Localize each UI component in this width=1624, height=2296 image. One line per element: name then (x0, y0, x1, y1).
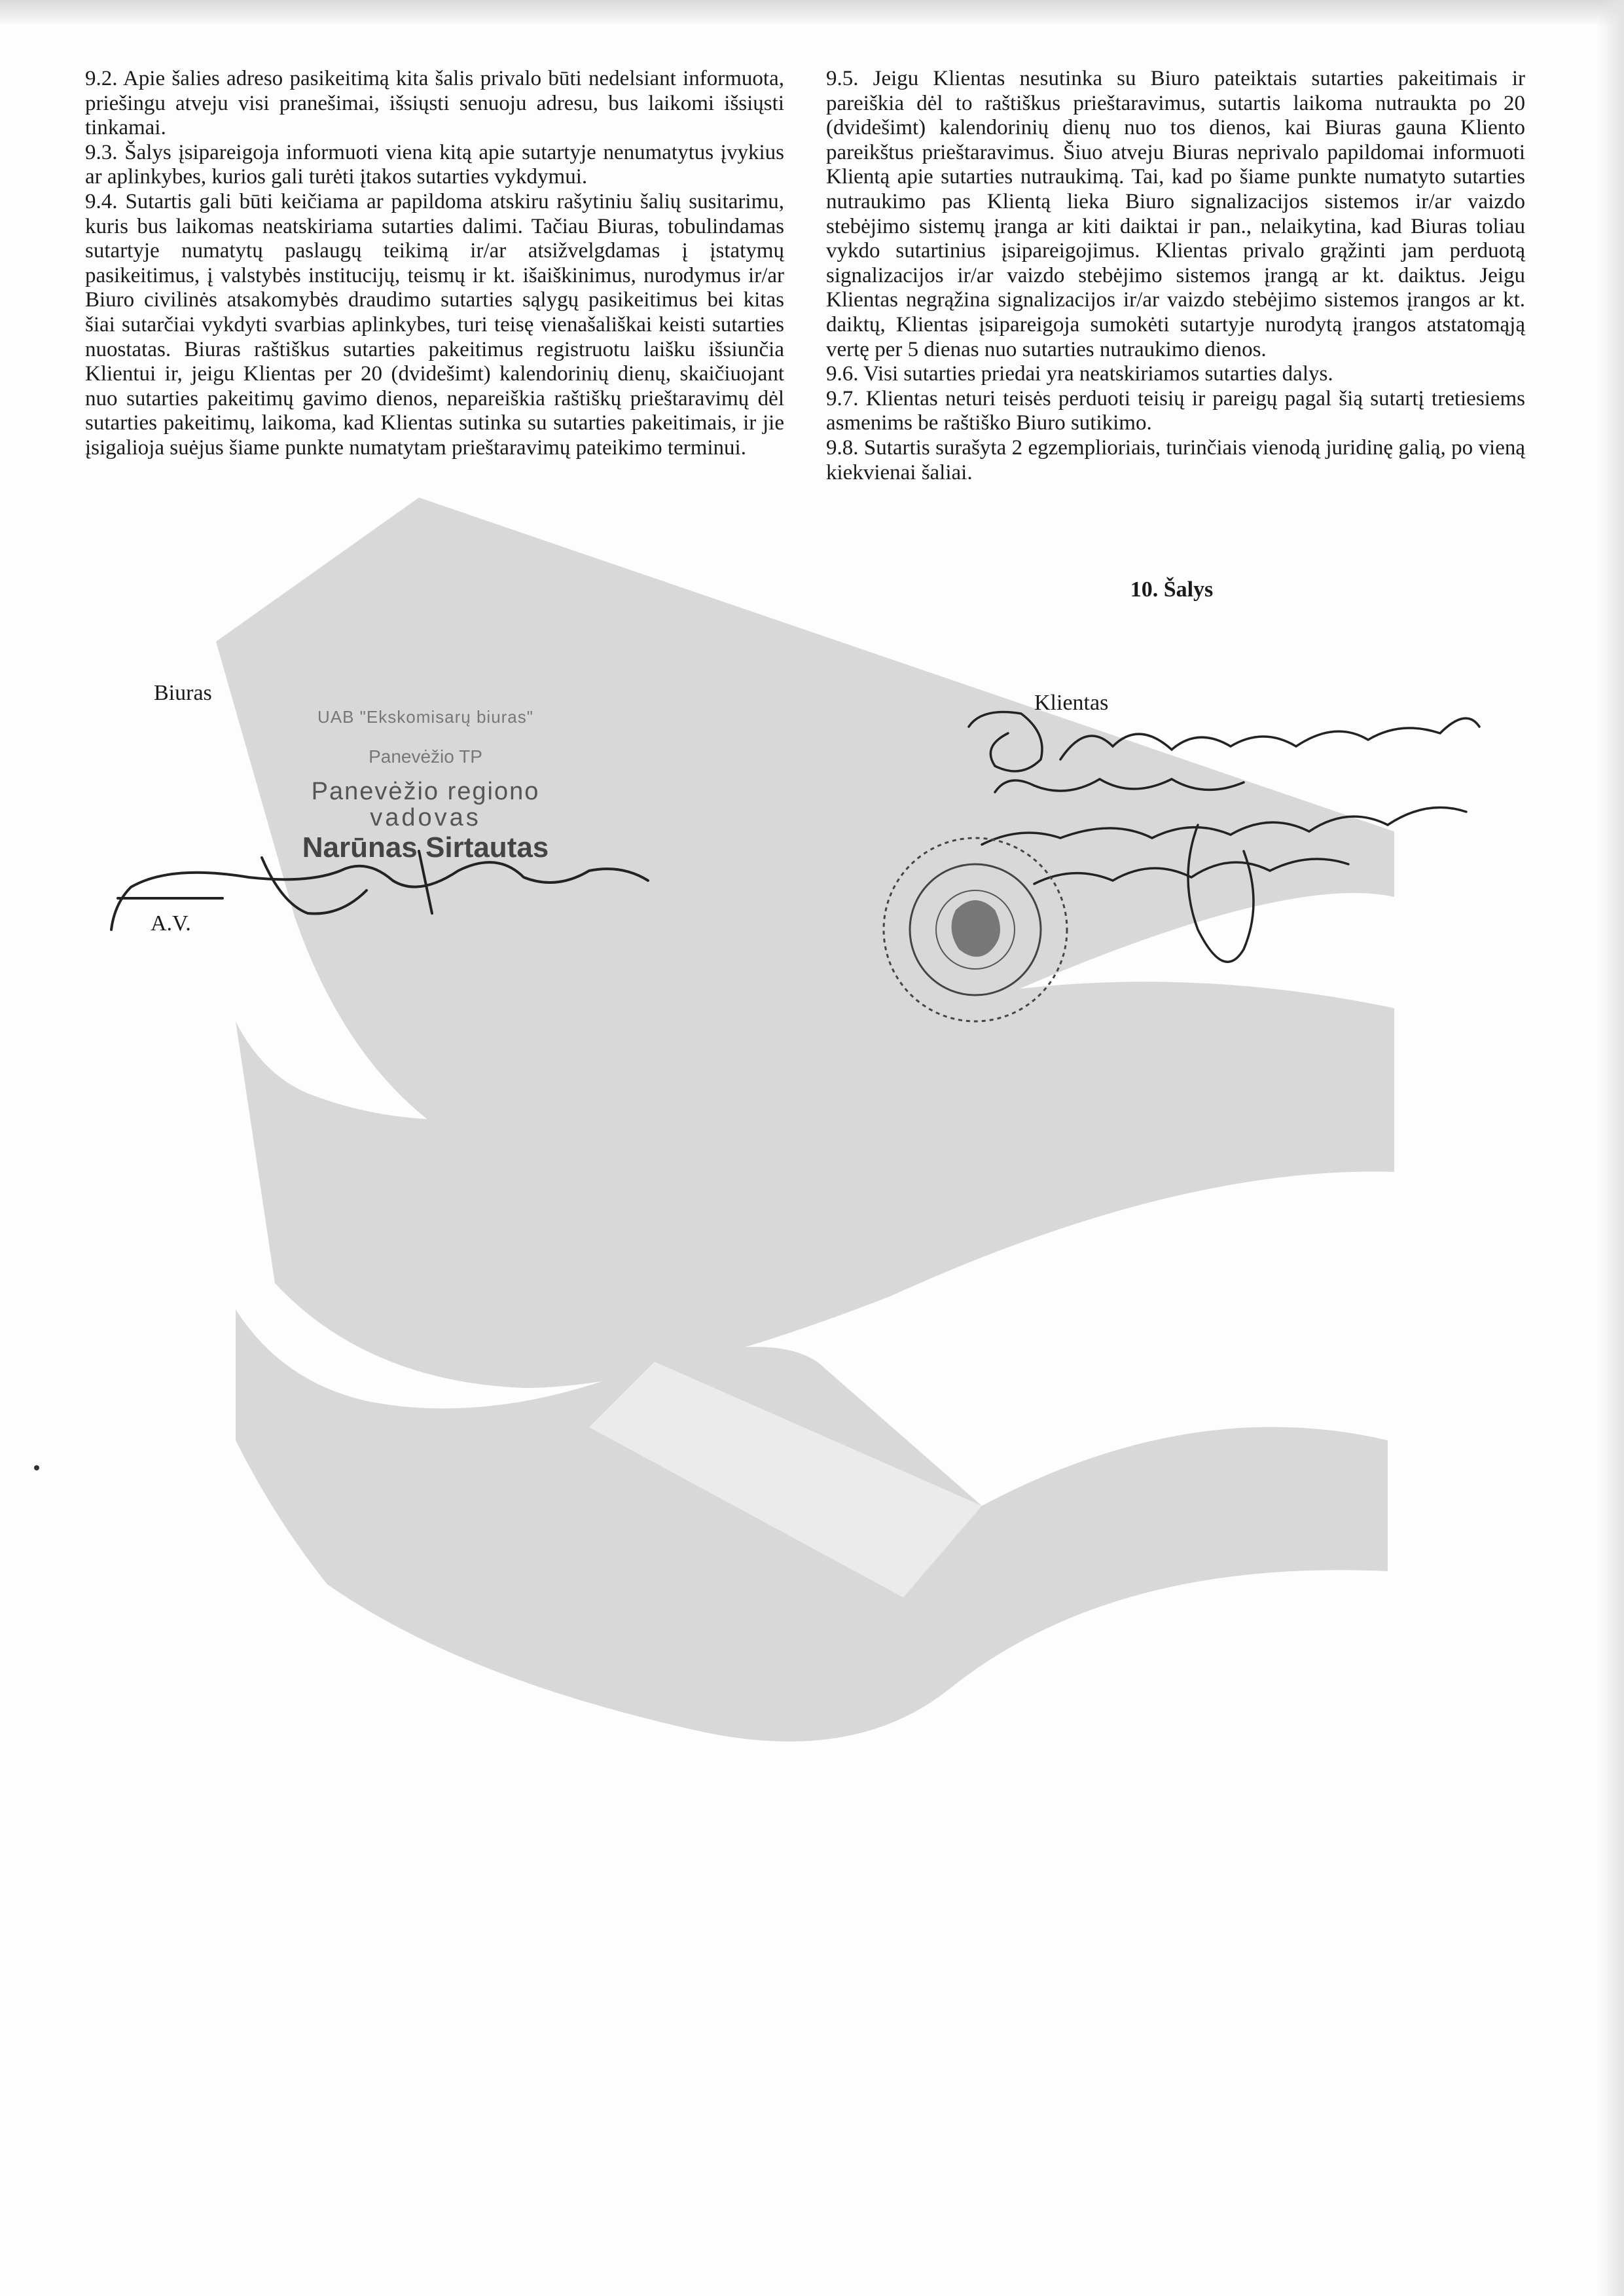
stamp-name: Narūnas Sirtautas (302, 831, 549, 864)
clause-9-3: 9.3. Šalys įsipareigoja informuoti viena kitą apie sutartyje nenumatytus įvykius ar aplinkybes, kurios gali turėti įtakos sutarties vykdymui. (85, 140, 784, 189)
seal-label: A.V. (151, 911, 191, 936)
stamp-branch: Panevėžio TP (369, 746, 482, 767)
stamp-title-line2: vadovas (370, 804, 481, 831)
stamp-title-line1: Panevėžio regiono (311, 778, 540, 805)
clause-9-4: 9.4. Sutartis gali būti keičiama ar papildoma atskiru rašytiniu šalių susitarimu, kuris bus laikomas neatskiriama sutarties dalimi. Tačiau Biuras, tobulindamas sutartyje numatytų paslaugų teikimą ir/ar atsižvelgdamas į įstatymų pasikeitimus, į valstybės institucijų, teismų ir kt. išaiškinimus, nurodymus ir/ar Biuro civilinės atsakomybės draudimo sutarties sąlygų pasikeitimus bei kitas šiai sutarčiai vykdyti svarbias aplinkybes, turi teisę vienašališkai keisti sutarties nuostatas. Biuras raštiškus sutarties pakeitimus registruotu laišku išsiunčia Klientui ir, jeigu Klientas per 20 (dvidešimt) kalendorinių dienų, skaičiuojant nuo sutarties pakeitimų gavimo dienos, nepareiškia raštiškų prieštaravimų dėl sutarties pakeitimų, laikoma, kad Klientas sutinka su sutarties pakeitimais, ir jie įsigalioja suėjus šiame punkte numatytam prieštaravimų pateikimo terminui. (85, 189, 784, 460)
klientas-signature (969, 712, 1479, 772)
stamp-company: UAB "Ekskomisarų biuras" (317, 707, 533, 727)
clause-9-7: 9.7. Klientas neturi teisės perduoti teisių ir pareigų pagal šią sutartį tretiesiems asmenims be raštiško Biuro sutikimo. (826, 386, 1525, 435)
clause-9-6: 9.6. Visi sutarties priedai yra neatskiriamos sutarties dalys. (826, 362, 1333, 386)
section-heading: 10. Šalys (1130, 577, 1214, 602)
scan-speck (34, 1465, 39, 1470)
biuras-signature (111, 862, 648, 930)
clause-9-5: 9.5. Jeigu Klientas nesutinka su Biuro pateiktais sutarties pakeitimais ir pareiškia dėl to raštiškus prieštaravimus, sutartis laikoma nutraukta po 20 (dvidešimt) kalendorinių dienų nuo tos dienos, kai Biuras gauna Kliento pareikštus prieštaravimus. Šiuo atveju Biuras neprivalo papildomai informuoti Klientą apie sutarties nutraukimą. Tai, kad po šiame punkte numatyto sutarties nutraukimo pas Klientą lieka Biuro signalizacijos sistemos ir/ar vaizdo stebėjimo sistemų įranga ar kiti daiktai ir pan., nelaikytina, kad Biuras toliau vykdo sutartinius įsipareigojimus. Klientas privalo grąžinti jam perduotą signalizacijos ir/ar vaizdo stebėjimo sistemos įrangą ar kt. daiktus. Jeigu Klientas negrąžina signalizacijos ir/ar vaizdo stebėjimo sistemos įrangos ar kt. daiktų, Klientas įsipareigoja sumokėti sutartyje nurodytą įrangos atstatomąją vertę per 5 dienas nuo sutarties nutraukimo dienos. (826, 67, 1525, 361)
round-stamp (884, 838, 1067, 1021)
clause-9-2: 9.2. Apie šalies adreso pasikeitimą kita šalis privalo būti nedelsiant informuota, priešingu atveju visi pranešimai, išsiųsti senuoju adresu, bus laikomi išsiųsti tinkamai. (85, 67, 784, 140)
party-biuras-label: Biuras (154, 681, 212, 705)
clause-9-8: 9.8. Sutartis surašyta 2 egzemplioriais, turinčiais vienodą juridinę galią, po vieną kiekvienai šaliai. (826, 435, 1525, 484)
party-klientas-label: Klientas (1034, 691, 1109, 715)
